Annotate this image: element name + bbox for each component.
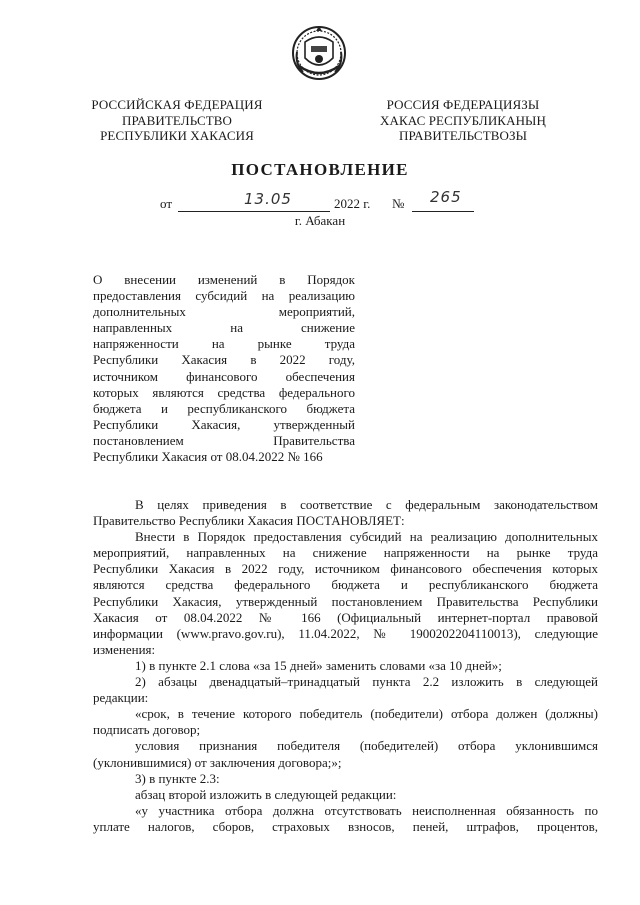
number-handwritten: 265 <box>430 188 462 206</box>
subject-line: которых являются средства федерального <box>93 384 355 400</box>
header-left-line: ПРАВИТЕЛЬСТВО <box>121 112 233 128</box>
body-line: изменения: <box>93 641 156 657</box>
body-line: редакции: <box>93 690 149 706</box>
body-line: являются средства федерального бюджета и республиканского бюджета <box>93 577 598 593</box>
body-line: Внести в Порядок предоставления субсидий на реализацию дополнительных <box>135 529 598 545</box>
header-right-line: ХАКАС РЕСПУБЛИКАНЫҢ <box>380 112 546 128</box>
body-line: «у участника отбора должна отсутствовать неисполненная обязанность по <box>135 802 598 818</box>
body-line: Правительство Республики Хакасия ПОСТАНОВЛЯЕТ: <box>93 513 405 529</box>
body-line: 1) в пункте 2.1 слова «за 15 дней» заменить словами «за 10 дней»; <box>135 657 502 673</box>
header-left-line: РОССИЙСКАЯ ФЕДЕРАЦИЯ <box>91 97 263 112</box>
subject-line: предоставления субсидий на реализацию <box>93 288 355 304</box>
subject-block <box>93 272 355 465</box>
subject-line: Республики Хакасия, утвержденный <box>93 416 355 432</box>
body-line: (уклонившимися) от заключения договора;»; <box>93 754 342 770</box>
subject-line: Республики Хакасия от 08.04.2022 № 166 <box>93 449 323 465</box>
body-line: подписать договор; <box>93 722 201 738</box>
date-prefix: от <box>160 196 173 211</box>
date-handwritten: 13.05 <box>244 190 292 208</box>
subject-line: Республики Хакасия в 2022 году, <box>93 352 355 368</box>
document-title: ПОСТАНОВЛЕНИЕ <box>231 160 409 179</box>
header-right-line: ПРАВИТЕЛЬСТВОЗЫ <box>398 128 528 143</box>
date-year: 2022 г. <box>334 196 371 211</box>
number-underline <box>412 211 474 212</box>
body-text <box>93 497 598 835</box>
subject-line: направленных на снижение <box>93 320 355 336</box>
body-line: Хакасия от 08.04.2022 № 166 (Официальный интернет-портал правовой <box>93 609 598 625</box>
subject-line: постановлением Правительства <box>93 432 355 448</box>
body-line: 2) абзацы двенадцатый–тринадцатый пункта 2.2 изложить в следующей <box>135 674 598 690</box>
subject-line: бюджета и республиканского бюджета <box>93 400 355 416</box>
header-left-line: РЕСПУБЛИКИ ХАКАСИЯ <box>100 128 254 143</box>
body-line: информации (www.pravo.gov.ru), 11.04.2022, № 1900202204110013), следующие <box>93 625 598 641</box>
header-right-line: РОССИЯ ФЕДЕРАЦИЯЗЫ <box>386 97 540 112</box>
header-right <box>368 97 558 144</box>
subject-line: источником финансового обеспечения <box>93 368 355 384</box>
date-underline <box>178 211 330 212</box>
number-sign: № <box>392 196 405 211</box>
body-line: Республики Хакасия, утвержденный постановлением Правительства Республики <box>93 593 598 609</box>
subject-line: О внесении изменений в Порядок <box>93 272 355 287</box>
subject-line: дополнительных мероприятий, <box>93 304 355 320</box>
city-label: г. Абакан <box>294 213 346 228</box>
body-line: мероприятий, направленных на снижение напряженности на рынке труда <box>93 545 598 561</box>
body-line: Республики Хакасия в 2022 году, источником финансового обеспечения которых <box>93 561 598 577</box>
body-line: абзац второй изложить в следующей редакции: <box>135 786 397 802</box>
coat-of-arms-emblem <box>289 22 349 82</box>
body-line: 3) в пункте 2.3: <box>135 770 220 786</box>
body-line: В целях приведения в соответствие с федеральным законодательством <box>135 497 598 512</box>
subject-line: напряженности на рынке труда <box>93 336 355 352</box>
body-line: «срок, в течение которого победитель (победители) отбора должен (должны) <box>135 706 598 722</box>
body-line: условия признания победителя (победителей) отбора уклонившимся <box>135 738 598 754</box>
header-left <box>82 97 272 144</box>
body-line: уплате налогов, сборов, страховых взносов, пеней, штрафов, процентов, <box>93 818 598 834</box>
